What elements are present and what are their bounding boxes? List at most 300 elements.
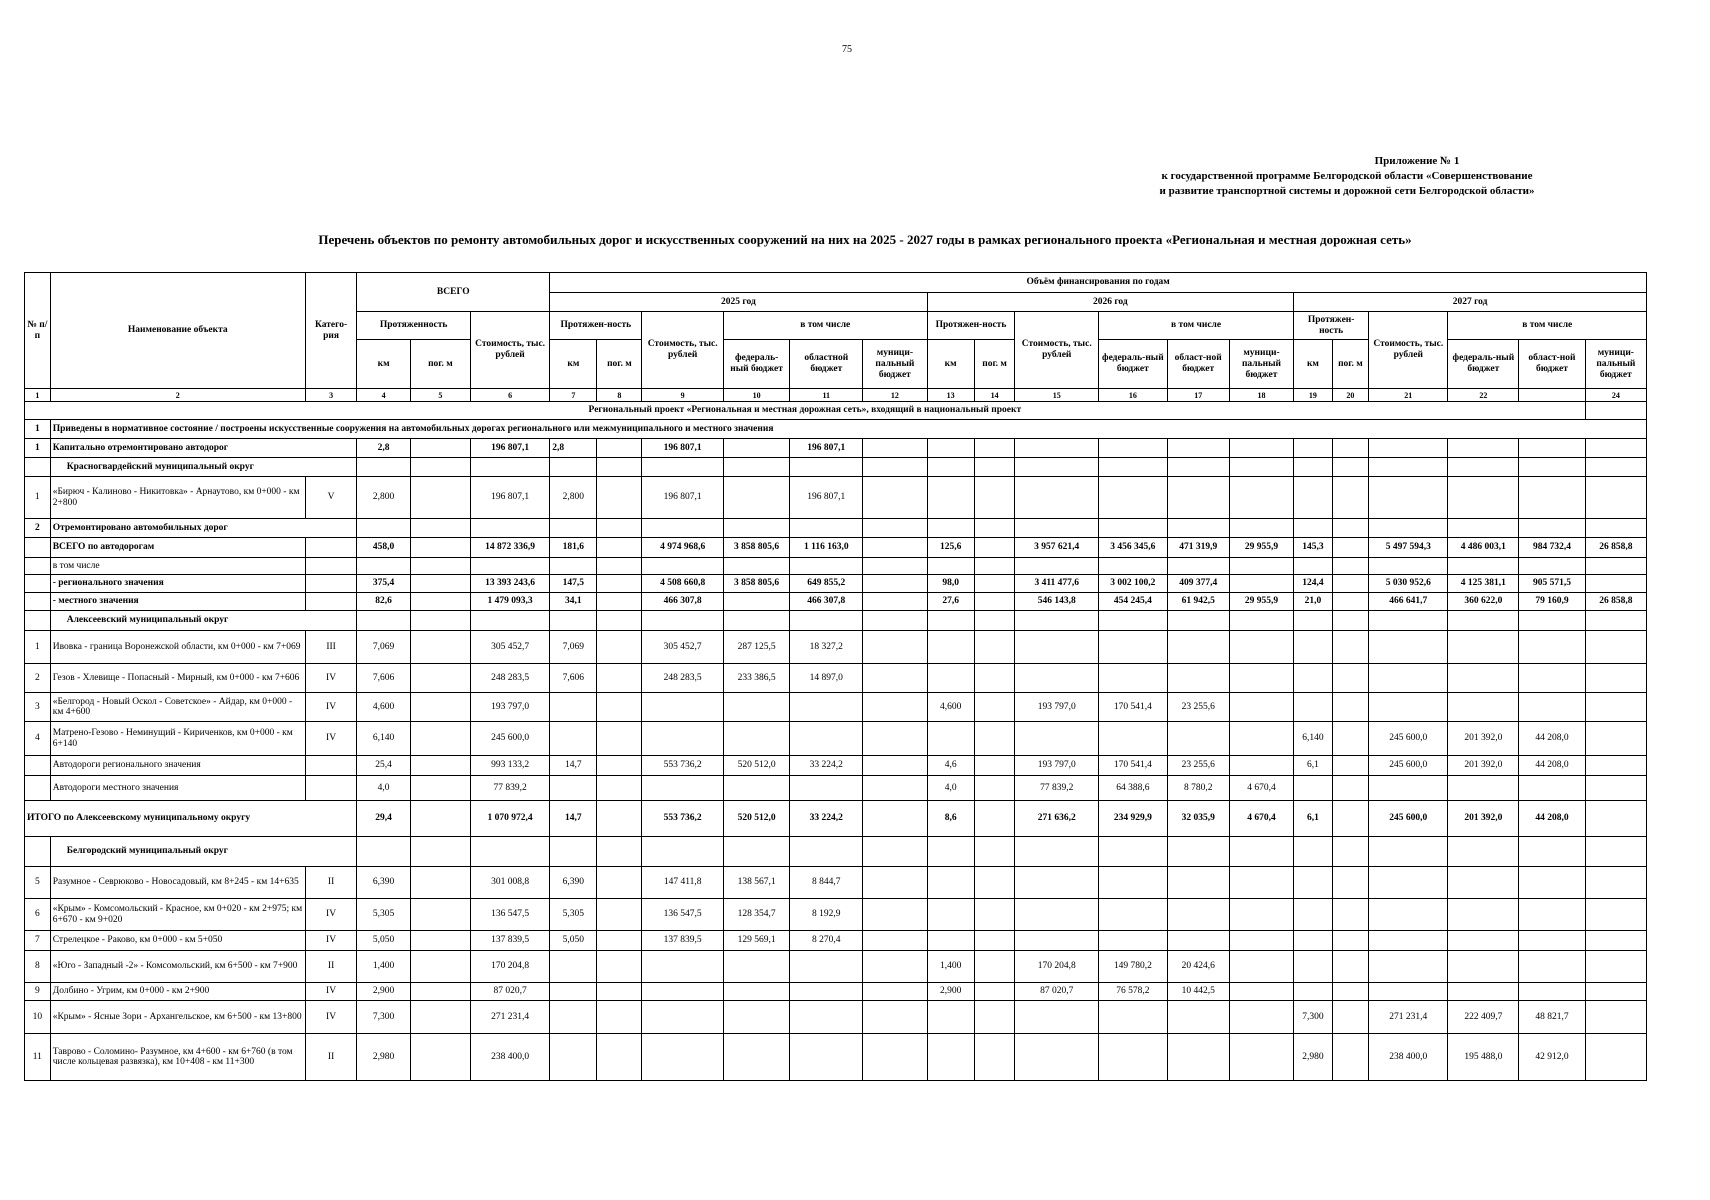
cell: 8 192,9: [790, 899, 863, 931]
cell: [1167, 664, 1229, 693]
cell: [1229, 664, 1293, 693]
cell: [1369, 983, 1448, 1001]
cell: [974, 801, 1015, 837]
col-number: 18: [1229, 389, 1293, 402]
cell: [597, 439, 642, 458]
cell: [597, 776, 642, 801]
cell: 147 411,8: [642, 867, 723, 899]
cell: [1099, 931, 1168, 951]
cell: [642, 776, 723, 801]
col-number: 8: [597, 389, 642, 402]
cell: [863, 538, 927, 558]
document-title: Перечень объектов по ремонту автомобильных дорог и искусственных сооружений на них на 2025 - 2027 годы в рамках регионального проекта «Региональная и местная дорожная сеть»: [318, 232, 1412, 247]
cell: [642, 1001, 723, 1034]
cell: [1332, 575, 1368, 593]
project-row: [25, 402, 1647, 420]
row-name: Ивовка - граница Воронежской области, км 0+000 - км 7+069: [50, 631, 305, 664]
cell: [863, 756, 927, 776]
header-municipal: муници-пальный бюджет: [1229, 340, 1293, 389]
cell: 26 858,8: [1585, 593, 1646, 611]
cell: [1332, 538, 1368, 558]
cell: [863, 951, 927, 983]
cell: [597, 801, 642, 837]
cell: 137 839,5: [642, 931, 723, 951]
cell: 129 569,1: [723, 931, 789, 951]
cell: [1167, 722, 1229, 756]
header-cost-2027: Стоимость, тыс. рублей: [1369, 312, 1448, 389]
cell: 170 541,4: [1099, 693, 1168, 722]
cell: [1519, 631, 1585, 664]
header-pogm: пог. м: [597, 340, 642, 389]
cell: 196 807,1: [642, 477, 723, 519]
cell: [974, 776, 1015, 801]
cell: 79 160,9: [1519, 593, 1585, 611]
row-category: II: [305, 951, 356, 983]
cell: [1519, 951, 1585, 983]
cell: [863, 899, 927, 931]
cell: [1294, 693, 1333, 722]
cell: [1294, 477, 1333, 519]
header-km: км: [357, 340, 411, 389]
cell: [927, 931, 974, 951]
col-number: 2: [50, 389, 305, 402]
cell: 222 409,7: [1448, 1001, 1519, 1034]
cell: 6,1: [1294, 801, 1333, 837]
row-category: II: [305, 867, 356, 899]
row-name: Матрено-Гезово - Неминущий - Кириченков, км 0+000 - км 6+140: [50, 722, 305, 756]
cell: [1294, 951, 1333, 983]
cell: [927, 631, 974, 664]
cell: [790, 776, 863, 801]
cell: [1167, 1001, 1229, 1034]
row-name: ВСЕГО по автодорогам: [50, 538, 305, 558]
section-number: 2: [25, 519, 51, 538]
district-row: [25, 458, 1647, 477]
table-row: [25, 899, 1647, 931]
cell: [1519, 439, 1585, 458]
district-name: Белгородский муниципальный округ: [50, 837, 357, 867]
cell: 466 307,8: [790, 593, 863, 611]
cell: [723, 776, 789, 801]
cell: [1585, 631, 1646, 664]
header-year-2027: 2027 год: [1294, 293, 1647, 312]
cell: [410, 983, 470, 1001]
row-number: 2: [25, 664, 51, 693]
row-number: [25, 776, 51, 801]
row-number: 10: [25, 1001, 51, 1034]
cell: [1015, 631, 1099, 664]
cell: 26 858,8: [1585, 538, 1646, 558]
row-category: IV: [305, 664, 356, 693]
cell: [550, 776, 597, 801]
row-number: 4: [25, 722, 51, 756]
cell: [410, 631, 470, 664]
cell: [863, 776, 927, 801]
cell: [790, 1034, 863, 1081]
cell: 27,6: [927, 593, 974, 611]
cell: [1229, 899, 1293, 931]
cell: 3 002 100,2: [1099, 575, 1168, 593]
cell: [410, 776, 470, 801]
cell: [1015, 664, 1099, 693]
cell: [410, 593, 470, 611]
cell: [863, 575, 927, 593]
cell: 245 600,0: [1369, 756, 1448, 776]
col-number: 3: [305, 389, 356, 402]
header-year-2025: 2025 год: [550, 293, 927, 312]
col-number: 10: [723, 389, 789, 402]
cell: [974, 575, 1015, 593]
cell: 993 133,2: [470, 756, 549, 776]
cell: 409 377,4: [1167, 575, 1229, 593]
cell: [863, 931, 927, 951]
table-body: [25, 402, 1647, 1081]
cell: 271 231,4: [470, 1001, 549, 1034]
cell: [1448, 693, 1519, 722]
cell: 5 497 594,3: [1369, 538, 1448, 558]
cell: 196 807,1: [790, 439, 863, 458]
cell: [597, 477, 642, 519]
cell: [1332, 931, 1368, 951]
cell: [1585, 439, 1646, 458]
cell: 6,140: [357, 722, 411, 756]
cell: [1448, 899, 1519, 931]
cell: [1448, 867, 1519, 899]
cell: 7,069: [550, 631, 597, 664]
cell: [1229, 931, 1293, 951]
cell: 1,400: [357, 951, 411, 983]
header-incl-2026: в том числе: [1099, 312, 1294, 340]
cell: [1448, 477, 1519, 519]
appendix-line-2: к государственной программе Белгородской области «Совершенствование: [1161, 170, 1533, 182]
header-municipal: муници-пальный бюджет: [863, 340, 927, 389]
cell: 8 844,7: [790, 867, 863, 899]
cell: [597, 951, 642, 983]
cell: [927, 1034, 974, 1081]
cell: [1369, 693, 1448, 722]
cell: 984 732,4: [1519, 538, 1585, 558]
col-number: 14: [974, 389, 1015, 402]
cell: 3 858 805,6: [723, 538, 789, 558]
table-row: [25, 756, 1647, 776]
cell: 136 547,5: [642, 899, 723, 931]
cell: 87 020,7: [1015, 983, 1099, 1001]
cell: 287 125,5: [723, 631, 789, 664]
cell: [790, 693, 863, 722]
cell: [974, 1034, 1015, 1081]
cell: 234 929,9: [1099, 801, 1168, 837]
cell: [1332, 631, 1368, 664]
cell: 44 208,0: [1519, 722, 1585, 756]
cell: 245 600,0: [470, 722, 549, 756]
col-number: 20: [1332, 389, 1368, 402]
cell: 271 231,4: [1369, 1001, 1448, 1034]
cell: 238 400,0: [1369, 1034, 1448, 1081]
cell: [974, 631, 1015, 664]
header-km: км: [1294, 340, 1333, 389]
col-number: 15: [1015, 389, 1099, 402]
cell: 2,800: [550, 477, 597, 519]
cell: [1332, 593, 1368, 611]
cell: 6,390: [357, 867, 411, 899]
row-category: II: [305, 1034, 356, 1081]
header-cost-2025: Стоимость, тыс. рублей: [642, 312, 723, 389]
cell: 2,980: [357, 1034, 411, 1081]
cell: [1585, 756, 1646, 776]
cell: [597, 575, 642, 593]
district-name: Алексеевский муниципальный округ: [50, 611, 357, 631]
table-row: [25, 538, 1647, 558]
cell: [1448, 983, 1519, 1001]
header-regional: област-ной бюджет: [1167, 340, 1229, 389]
cell: 29 955,9: [1229, 538, 1293, 558]
header-incl-2025: в том числе: [723, 312, 927, 340]
cell: [1229, 693, 1293, 722]
header-num: № п/п: [25, 273, 51, 389]
cell: [410, 899, 470, 931]
cell: 170 204,8: [470, 951, 549, 983]
cell: 23 255,6: [1167, 756, 1229, 776]
cell: [597, 631, 642, 664]
cell: 2,900: [927, 983, 974, 1001]
cell: [1099, 439, 1168, 458]
cell: 3 456 345,6: [1099, 538, 1168, 558]
cell: [1015, 867, 1099, 899]
cell: 4 508 660,8: [642, 575, 723, 593]
row-category: IV: [305, 722, 356, 756]
cell: [974, 439, 1015, 458]
cell: [974, 756, 1015, 776]
cell: 128 354,7: [723, 899, 789, 931]
cell: [1585, 951, 1646, 983]
cell: [723, 983, 789, 1001]
cell: [1332, 693, 1368, 722]
cell: [410, 1034, 470, 1081]
cell: 170 204,8: [1015, 951, 1099, 983]
cell: [723, 1001, 789, 1034]
cell: [1099, 477, 1168, 519]
col-number: 13: [927, 389, 974, 402]
cell: [1332, 1001, 1368, 1034]
header-name: Наименование объекта: [50, 273, 305, 389]
cell: [1519, 693, 1585, 722]
cell: [1167, 1034, 1229, 1081]
cell: [1585, 722, 1646, 756]
cell: [1585, 801, 1646, 837]
cell: [1585, 1001, 1646, 1034]
header-regional: областной бюджет: [790, 340, 863, 389]
cell: [1369, 664, 1448, 693]
district-row: [25, 837, 1647, 867]
cell: [863, 631, 927, 664]
cell: [974, 593, 1015, 611]
row-category: IV: [305, 983, 356, 1001]
cell: [790, 1001, 863, 1034]
cell: [1369, 439, 1448, 458]
page-number: 75: [842, 44, 852, 55]
cell: 245 600,0: [1369, 722, 1448, 756]
cell: [1448, 664, 1519, 693]
cell: 271 636,2: [1015, 801, 1099, 837]
row-number: 1: [25, 631, 51, 664]
cell: [1332, 983, 1368, 1001]
cell: [1585, 693, 1646, 722]
cell: [1332, 756, 1368, 776]
cell: 248 283,5: [470, 664, 549, 693]
cell: 25,4: [357, 756, 411, 776]
cell: [1167, 631, 1229, 664]
cell: 6,1: [1294, 756, 1333, 776]
cell: [1332, 664, 1368, 693]
cell: [550, 722, 597, 756]
col-number: 5: [410, 389, 470, 402]
cell: [927, 439, 974, 458]
cell: [410, 575, 470, 593]
cell: 454 245,4: [1099, 593, 1168, 611]
row-name: Долбино - Угрим, км 0+000 - км 2+900: [50, 983, 305, 1001]
cell: [723, 693, 789, 722]
cell: [723, 593, 789, 611]
cell: 238 400,0: [470, 1034, 549, 1081]
cell: [927, 899, 974, 931]
cell: [1294, 631, 1333, 664]
cell: [410, 756, 470, 776]
cell: [927, 1001, 974, 1034]
header-total: ВСЕГО: [357, 273, 550, 312]
cell: [1294, 983, 1333, 1001]
cell: 64 388,6: [1099, 776, 1168, 801]
cell: [1229, 983, 1293, 1001]
col-number: 9: [642, 389, 723, 402]
cell: 125,6: [927, 538, 974, 558]
cell: [1519, 776, 1585, 801]
cell: [723, 1034, 789, 1081]
cell: [1332, 899, 1368, 931]
col-number: 6: [470, 389, 549, 402]
table-row: [25, 439, 1647, 458]
cell: [863, 439, 927, 458]
cell: 905 571,5: [1519, 575, 1585, 593]
cell: 147,5: [550, 575, 597, 593]
cell: 233 386,5: [723, 664, 789, 693]
row-category: III: [305, 631, 356, 664]
col-number: 21: [1369, 389, 1448, 402]
cell: [1015, 477, 1099, 519]
cell: 3 957 621,4: [1015, 538, 1099, 558]
cell: 6,390: [550, 867, 597, 899]
table-row: [25, 593, 1647, 611]
row-name: Капитально отремонтировано автодорог: [50, 439, 357, 458]
row-name: «Юго - Западный -2» - Комсомольский, км 6+500 - км 7+900: [50, 951, 305, 983]
cell: [1229, 756, 1293, 776]
cell: 245 600,0: [1369, 801, 1448, 837]
cell: [1229, 575, 1293, 593]
cell: [974, 477, 1015, 519]
header-category: Катего-рия: [305, 273, 356, 389]
cell: [863, 801, 927, 837]
row-category: IV: [305, 899, 356, 931]
cell: [642, 693, 723, 722]
cell: 1 479 093,3: [470, 593, 549, 611]
cell: [974, 664, 1015, 693]
cell: [1229, 1001, 1293, 1034]
cell: [1167, 439, 1229, 458]
cell: [597, 664, 642, 693]
cell: [974, 693, 1015, 722]
cell: [1332, 1034, 1368, 1081]
cell: [410, 538, 470, 558]
row-name: Таврово - Соломино- Разумное, км 4+600 - км 6+760 (в том числе кольцевая развязка), км 10+408 - км 11+300: [50, 1034, 305, 1081]
cell: [597, 867, 642, 899]
table-row: [25, 477, 1647, 519]
col-number: 24: [1585, 389, 1646, 402]
cell: [410, 439, 470, 458]
cell: [863, 722, 927, 756]
cell: 7,606: [357, 664, 411, 693]
cell: [927, 664, 974, 693]
header-federal: федераль-ный бюджет: [723, 340, 789, 389]
cell: 553 736,2: [642, 801, 723, 837]
cell: [1519, 664, 1585, 693]
cell: [1099, 1034, 1168, 1081]
cell: [1229, 631, 1293, 664]
cell: [974, 722, 1015, 756]
cell: 32 035,9: [1167, 801, 1229, 837]
cell: [1448, 931, 1519, 951]
cell: [1369, 477, 1448, 519]
cell: 7,069: [357, 631, 411, 664]
cell: [597, 693, 642, 722]
cell: [723, 439, 789, 458]
cell: 2,800: [357, 477, 411, 519]
cell: [723, 722, 789, 756]
row-number: 11: [25, 1034, 51, 1081]
cell: [1519, 899, 1585, 931]
cell: 2,980: [1294, 1034, 1333, 1081]
cell: 8 780,2: [1167, 776, 1229, 801]
cell: 14 872 336,9: [470, 538, 549, 558]
row-name: Разумное - Севрюково - Новосадовый, км 8+245 - км 14+635: [50, 867, 305, 899]
col-number: 11: [790, 389, 863, 402]
table-row: [25, 1001, 1647, 1034]
cell: 7,300: [357, 1001, 411, 1034]
cell: 4 974 968,6: [642, 538, 723, 558]
row-name: «Крым» - Комсомольский - Красное, км 0+020 - км 2+975; км 6+670 - км 9+020: [50, 899, 305, 931]
header-incl-2027: в том числе: [1448, 312, 1647, 340]
cell: [1369, 867, 1448, 899]
cell: [410, 722, 470, 756]
row-category: IV: [305, 1001, 356, 1034]
cell: [642, 1034, 723, 1081]
cell: [1294, 899, 1333, 931]
district-row: [25, 611, 1647, 631]
project-title: Региональный проект «Региональная и местная дорожная сеть», входящий в национальный проект: [25, 402, 1586, 420]
col-number: 22: [1448, 389, 1519, 402]
cell: 29,4: [357, 801, 411, 837]
row-number: 8: [25, 951, 51, 983]
cell: [1369, 951, 1448, 983]
cell: [1294, 867, 1333, 899]
row-number: 1: [25, 477, 51, 519]
cell: [974, 538, 1015, 558]
cell: [1015, 899, 1099, 931]
cell: 14 897,0: [790, 664, 863, 693]
cell: [410, 951, 470, 983]
appendix-line-1: Приложение № 1: [1374, 155, 1460, 167]
cell: 248 283,5: [642, 664, 723, 693]
cell: 20 424,6: [1167, 951, 1229, 983]
cell: 466 307,8: [642, 593, 723, 611]
